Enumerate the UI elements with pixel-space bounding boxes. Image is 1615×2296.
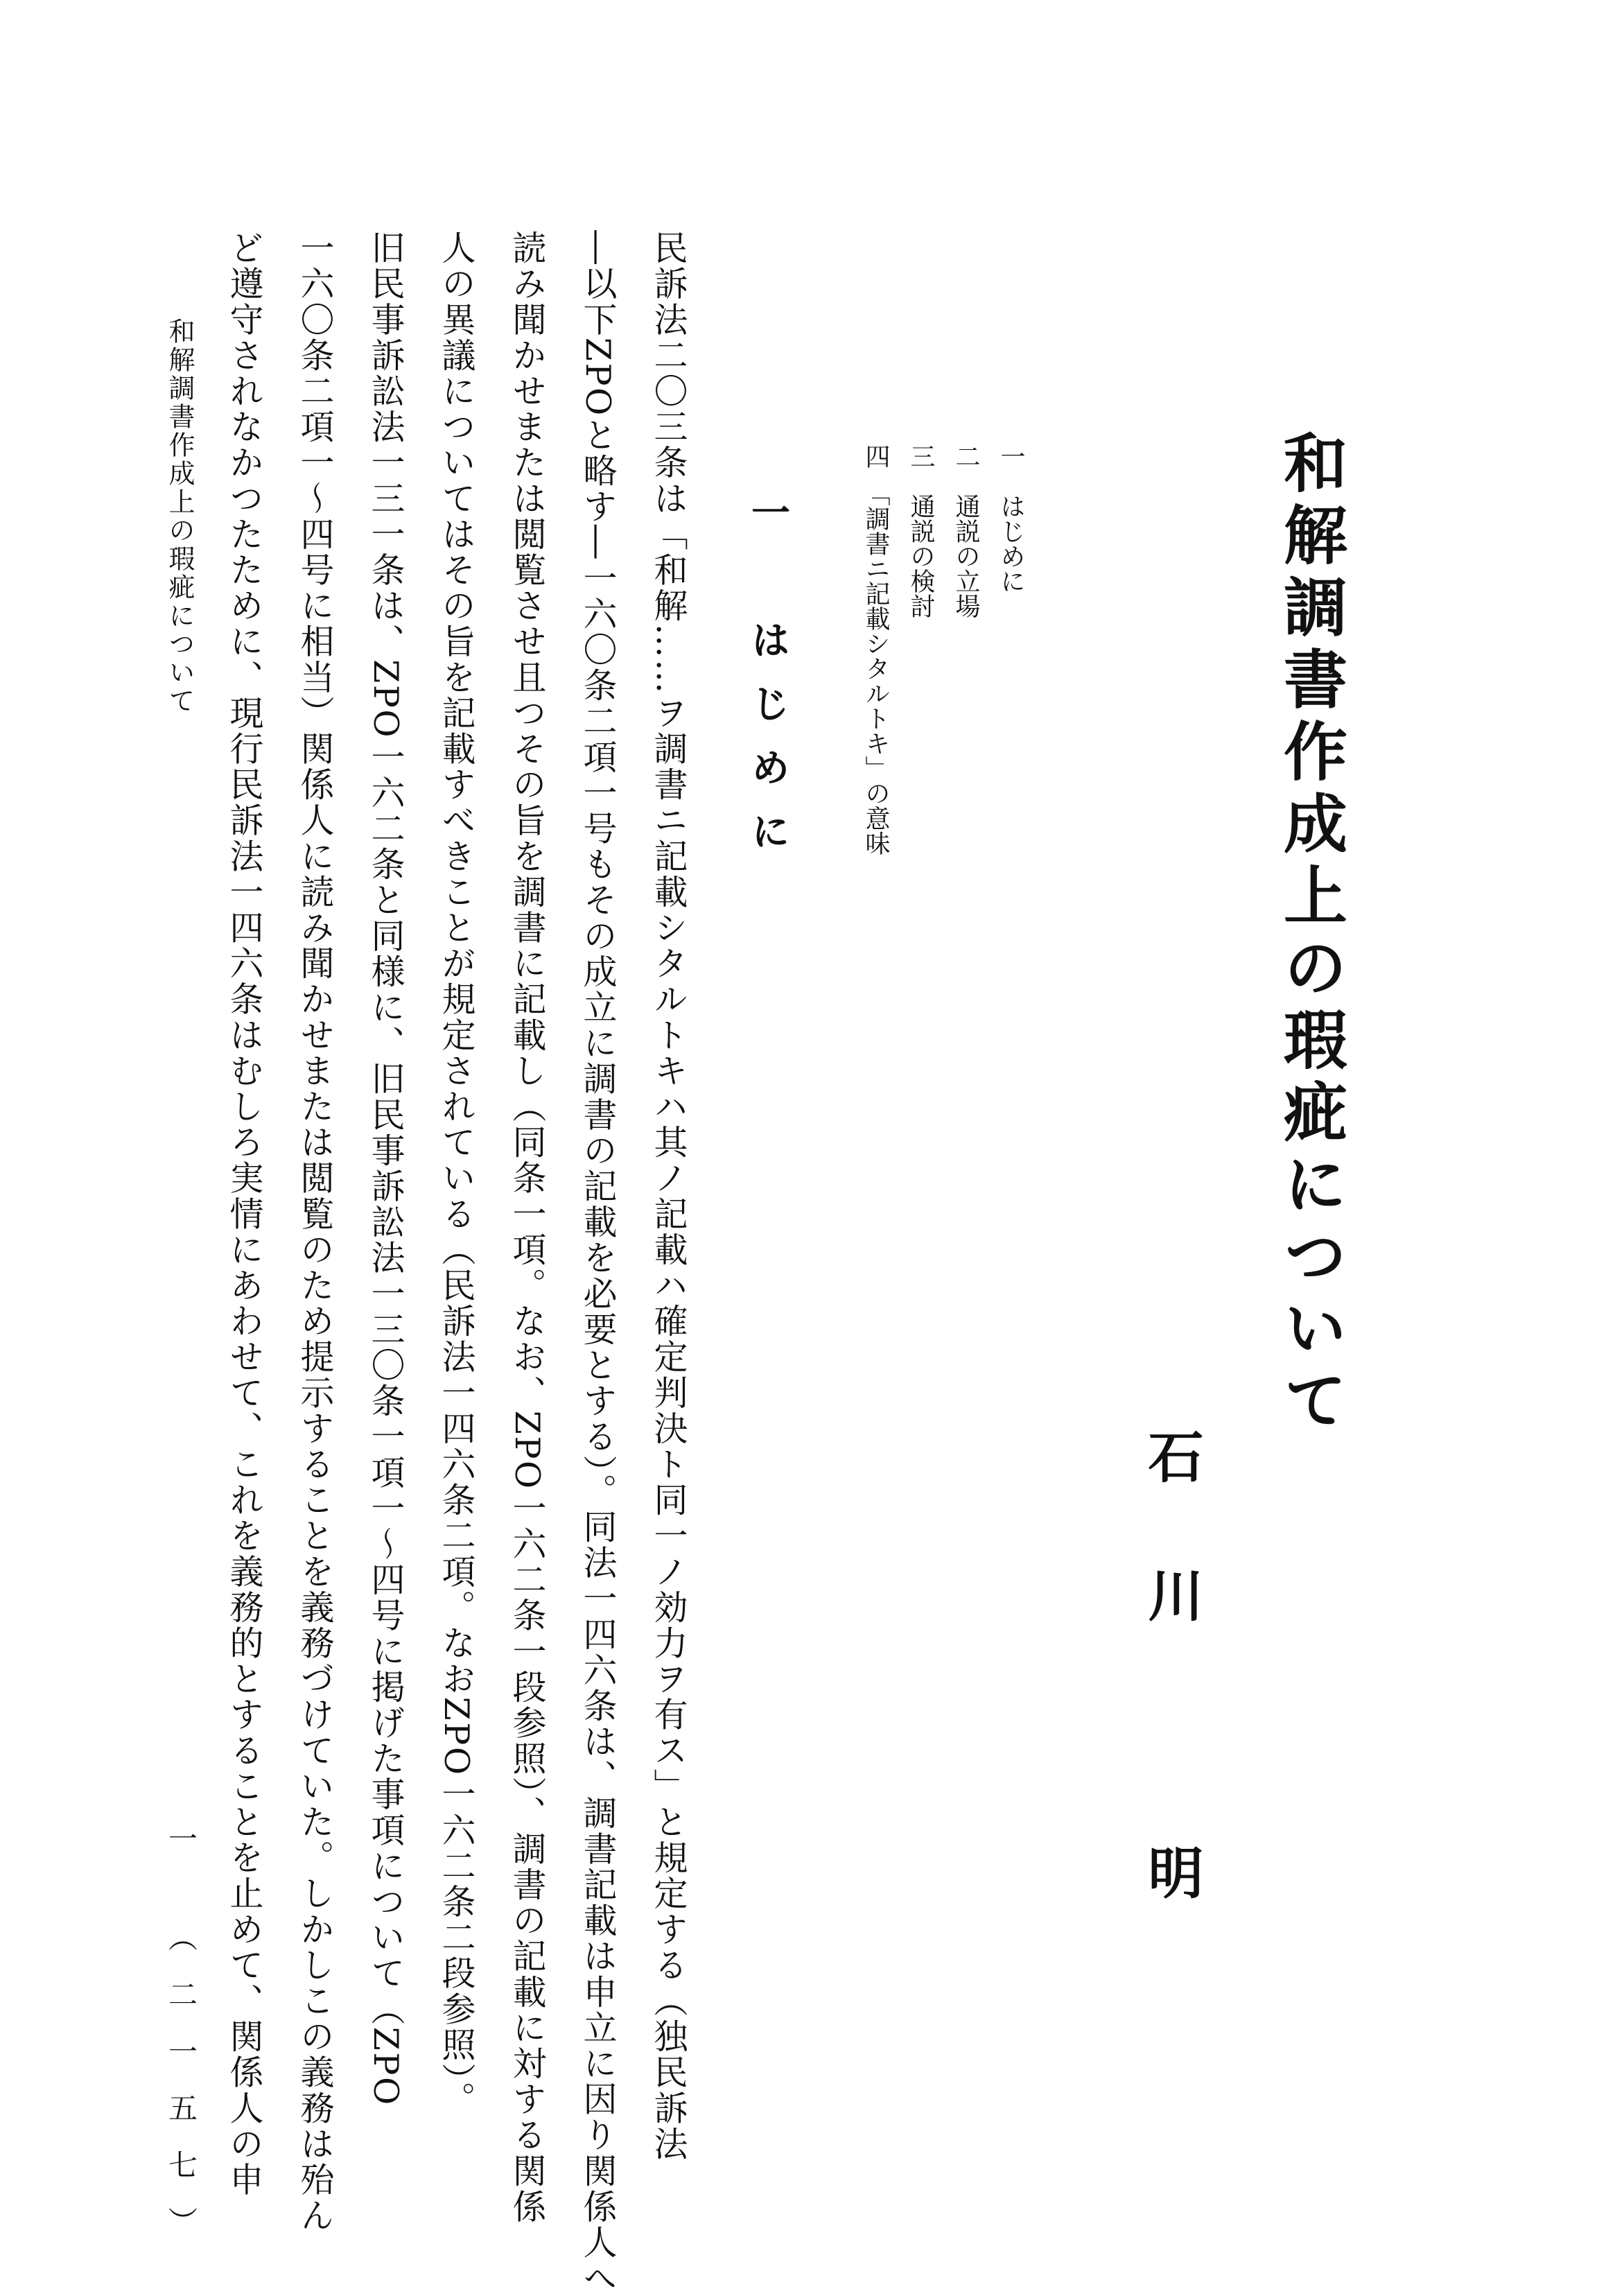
- author-name: 石川 明: [1139, 1428, 1204, 1983]
- table-of-contents: [853, 444, 1033, 929]
- body-line: 人の異議についてはその旨を記載すべきことが規定されている（民訴法一四六条二項。なおZPO一六二条二段参照）。: [437, 230, 476, 2118]
- toc-item: 三 通説の検討: [907, 444, 935, 618]
- toc-item: 二 通説の立場: [952, 444, 980, 618]
- article-title: 和解調書作成上の瑕疵について: [1273, 430, 1348, 1439]
- toc-item: 四 「調書ニ記載シタルトキ」の意味: [862, 444, 890, 855]
- toc-item: 一 はじめに: [997, 444, 1025, 593]
- page-number: 一 （二一五七）: [164, 1823, 198, 2263]
- body-line: ど遵守されなかつたために、現行民訴法一四六条はむしろ実情にあわせて、これを義務的とすることを止めて、関係人の申: [225, 230, 264, 2198]
- section-heading: 一 はじめに: [745, 492, 791, 875]
- body-line: 旧民事訴訟法一三一条は、ZPO一六二条と同様に、旧民事訴訟法一三〇条一項一～四号に掲げた事項について（ZPO: [366, 230, 405, 2107]
- body-line: 読み聞かせまたは閲覧させ且つその旨を調書に記載し（同条一項。なお、ZPO一六二条一段参照）、調書の記載に対する関係: [507, 230, 547, 2225]
- body-line: ―以下ZPOと略す―一六〇条二項一号もその成立に調書の記載を必要とする）。同法一四六条は、調書記載は申立に因り関係人へ: [578, 230, 618, 2296]
- running-footer: 和解調書作成上の瑕疵について: [164, 318, 195, 715]
- body-line: 一六〇条二項一～四号に相当）関係人に読み聞かせまたは閲覧のため提示することを義務づけていた。しかしこの義務は殆ん: [295, 230, 335, 2234]
- body-line: 民訴法二〇三条は「和解……ヲ調書ニ記載シタルトキハ其ノ記載ハ確定判決ト同一ノ効力ヲ有ス」と規定する（独民訴法: [649, 230, 688, 2162]
